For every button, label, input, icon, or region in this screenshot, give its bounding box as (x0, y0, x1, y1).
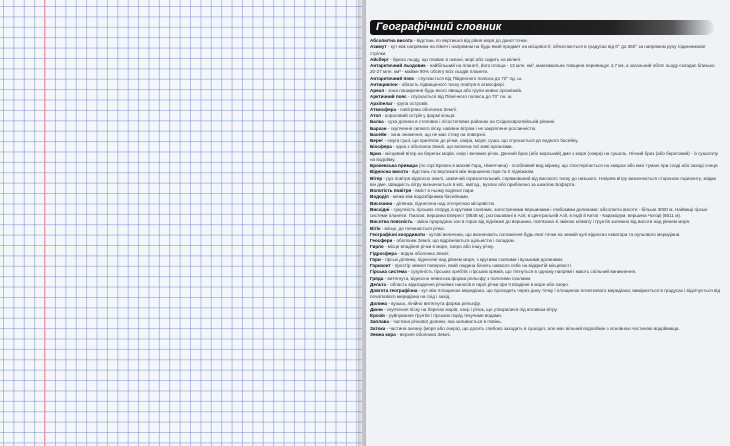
entry-definition: - група островів. (392, 100, 429, 106)
dictionary-entry (370, 151, 722, 164)
entry-definition: - відстань по вертикалі між вершиною гори та її підніжжям. (407, 169, 535, 175)
entry-term: Висотна поясність (370, 219, 413, 225)
entry-term: Дюни (370, 306, 383, 312)
entry-term: Гори (370, 256, 381, 262)
entry-term: Вітер (370, 175, 383, 181)
entry-definition: - кут між напрямом на північ і напрямом на будь-який предмет на місцевості; обчислюється в градусах від 0° до 360° за напрямом руху годинникової стрілки. (370, 44, 706, 56)
entry-term: Айсберг (370, 56, 389, 62)
entry-term: Бриз (370, 150, 382, 156)
entry-term: Берег (370, 138, 384, 143)
entry-definition: - спускається від Південного полюса до 70° пд. ш. (414, 75, 523, 81)
entry-definition: - межа між водозбірними басейнами. (388, 194, 470, 200)
entry-term: Гирло (370, 244, 384, 250)
page-title: Географічний словник (376, 21, 502, 33)
title-banner (370, 20, 714, 35)
entry-term: Антициклон (370, 81, 398, 87)
entry-definition: - рух повітря відносно землі, зазвичай горизонтальний, спрямований від високого тиску до низького. Напрям вітру визначається стороною горизонту, звідки він дме. Швидкість вітру визначається в м/с, км/год., вузлах або приблизно за шкалою Бофорта. (370, 175, 716, 187)
entry-term: Басейн (370, 131, 387, 137)
entry-term: Антарктичний льодовик (370, 63, 426, 68)
dictionary-entry (370, 63, 722, 76)
entry-term: Ареал (370, 88, 385, 93)
entry-term: Азимут (370, 44, 387, 50)
entry-definition: - ділянка, піднесена над оточуючою місцевістю. (392, 200, 496, 206)
entry-term: Вододіл (370, 194, 389, 200)
entry-definition: - суха долина в степових і лісостепових районах на Східноєвропейській рівнині. (383, 119, 556, 125)
entry-definition: - витягнута, відносно невисока форма рельєфу з пологими схилами. (383, 275, 532, 281)
dictionary-page (366, 0, 730, 446)
entry-definition: - вузька, лінійно витягнута форма рельєфу. (387, 300, 481, 306)
entry-definition: - скупчення сипкого піску, навіяне вітром і не закріплене рослинністю. (386, 125, 537, 131)
entry-definition: - кораловий острів у формі кільця. (381, 113, 456, 118)
entry-term: Заплава (370, 319, 389, 325)
entry-definition: - смуга суші, що прилягає до річки, озера, моря; суша, що спускається до водного басейну. (383, 138, 579, 143)
entry-definition: - оболонки Землі, що відрізняються щільністю і складом. (392, 238, 515, 243)
entry-definition: (по горі Брокен в масиві Гарц, Німеччина) - особливий вид міражу, що спостерігається на хмарах або вихі тумані при сході або заході сонця. (417, 163, 719, 168)
grid-page (0, 0, 362, 446)
entry-term: Висхідні (370, 206, 390, 212)
entry-definition: - скупчення піску на берегах морів, озер і річок, що утворилися під впливом вітру. (382, 306, 558, 312)
margin-line (44, 0, 45, 446)
entry-term: Брокенська примара (370, 163, 418, 168)
entry-term: Арктичний пояс (370, 94, 407, 100)
entry-term: Гідросфера (370, 250, 397, 256)
entry-definition: - область відкладення річкових наносів в гирлі річки при її впадінні в море або озеро. (386, 281, 570, 287)
entry-definition: - спускається від Північного полюса до 70° пн. ш. (406, 94, 513, 100)
entry-definition: - зміна природних зон в горах від підніжжя до вершини, пов'язана зі зміною клімату і ґрунтів залежно від висоти над рівнем моря. (412, 219, 691, 225)
entry-definition: - сукупність гірських хребтів і гірських кряжів, що тягнуться в одному напрямі і мають спільний виникнення. (406, 269, 637, 275)
entry-definition: - водна оболонка Землі. (396, 250, 450, 256)
entry-term: Біосфера (370, 144, 392, 150)
entry-term: Долина (370, 300, 388, 306)
entry-term: Вітік (370, 225, 381, 231)
entry-term: Дельта (370, 281, 387, 287)
entry-definition: - повітряна оболонка Землі. (396, 106, 457, 112)
entry-definition: - сукупність гірських споруд із крутими схилами, загостреними вершинами і глибокими долинами; абсолютні висоти - більше 3000 м. Найвищі гірські системи планети: Гімалаї, вершина Еверест (8848 м), розташовані в Азії; в Центральній Азії, в Індії й Китаї - Каракорум, вершина Чогорі (8611 м). (370, 206, 708, 218)
entry-definition: - одна з оболонок Землі, що включає всі живі організми. (391, 144, 513, 150)
entry-definition: - місце впадіння річки в море, озеро або іншу річку. (383, 244, 495, 250)
entry-definition: - область підвищеного тиску повітря в атмосфері. (397, 81, 505, 87)
entry-definition: - кутові величини, що визначають положення будь-якої точки на земній кулі відносно екватора та нульового меридіана. (424, 231, 681, 237)
entry-definition: - частина річкової долини, яка заливається в повінь. (389, 319, 503, 325)
dictionary-entries (370, 38, 722, 442)
entry-definition: - руйнування ґрунтів і гірських порід текучими водами. (384, 313, 502, 318)
entry-term: Географічні координати (370, 231, 425, 237)
entry-definition: - кут між площиною меридіана, що проходить через дану точку і площиною початкового меридіана; вимірюється в градусах і відлічується від початкового меридіана на схід і захід. (370, 288, 721, 300)
dictionary-entry (370, 332, 722, 338)
entry-term: Атол (370, 113, 382, 118)
entry-definition: - верхня оболонка Землі. (395, 331, 451, 337)
dictionary-entry (370, 176, 722, 189)
entry-definition: - відстань по вертикалі від рівня моря до даної точки. (412, 38, 528, 43)
entry-term: Архіпелаг (370, 100, 393, 106)
entry-term: Довгота географічна (370, 288, 418, 293)
entry-definition: - частина океану (моря або озера), що досить глибоко заходить в сушоділ, але має вільний водообмін з основною частиною водоймища. (385, 325, 680, 331)
entry-term: Затока (370, 325, 386, 331)
entry-definition: - найбільший на планеті, його площа - 13 млн. км², максимальна товщина перевищує 4,7 км, а загальний обсяг льоду складає близько 20-27 млн. км³ - майже 90% обсягу всіх льодів планети. (370, 63, 715, 75)
entry-term: Вологість повітря (370, 188, 412, 193)
entry-term: Абсолютна висота (370, 38, 413, 43)
entry-definition: - вміст в ньому водяної пари. (411, 188, 475, 193)
entry-definition: - простір земної поверхні, який людина бачить навколо себе на відкритій місцевості. (390, 263, 572, 268)
entry-term: Антарктичний пояс (370, 75, 415, 81)
entry-term: Балка (370, 119, 384, 125)
entry-term: Атмосфера (370, 106, 397, 112)
entry-definition: - брила льоду, що плаває в океані, морі або сидить на мілині. (388, 56, 522, 62)
dictionary-entry (370, 44, 722, 57)
entry-term: Гряда (370, 275, 384, 281)
entry-definition: - зона поширення будь-якого явища або групи живих організмів. (384, 88, 523, 93)
entry-term: Бархан (370, 125, 387, 131)
entry-term: Гірська система (370, 269, 407, 275)
entry-definition: - зона зниження, що не має стоку на поверхні. (386, 131, 487, 137)
entry-term: Земна кора (370, 331, 396, 337)
entry-term: Горизонт (370, 263, 391, 268)
entry-definition: - місце, де починається річка. (380, 225, 445, 231)
dictionary-entry (370, 288, 722, 301)
dictionary-entry (370, 207, 722, 220)
entry-definition: - місцевий вітер на берегах морів, озер і великих річок. Денний бриз (або морський) дме з моря (озера) на сушоль. Нічний бриз (або береговий) - із сушоголу на водойму. (370, 150, 718, 162)
entry-term: Ерозія (370, 313, 385, 318)
entry-term: Відносна висота (370, 169, 408, 175)
entry-term: Височина (370, 200, 393, 206)
entry-definition: - гірські ділянки, піднесені над рівнем моря, з крутими схилами і вузькими долинами. (380, 256, 564, 262)
entry-term: Геосфери (370, 238, 393, 243)
